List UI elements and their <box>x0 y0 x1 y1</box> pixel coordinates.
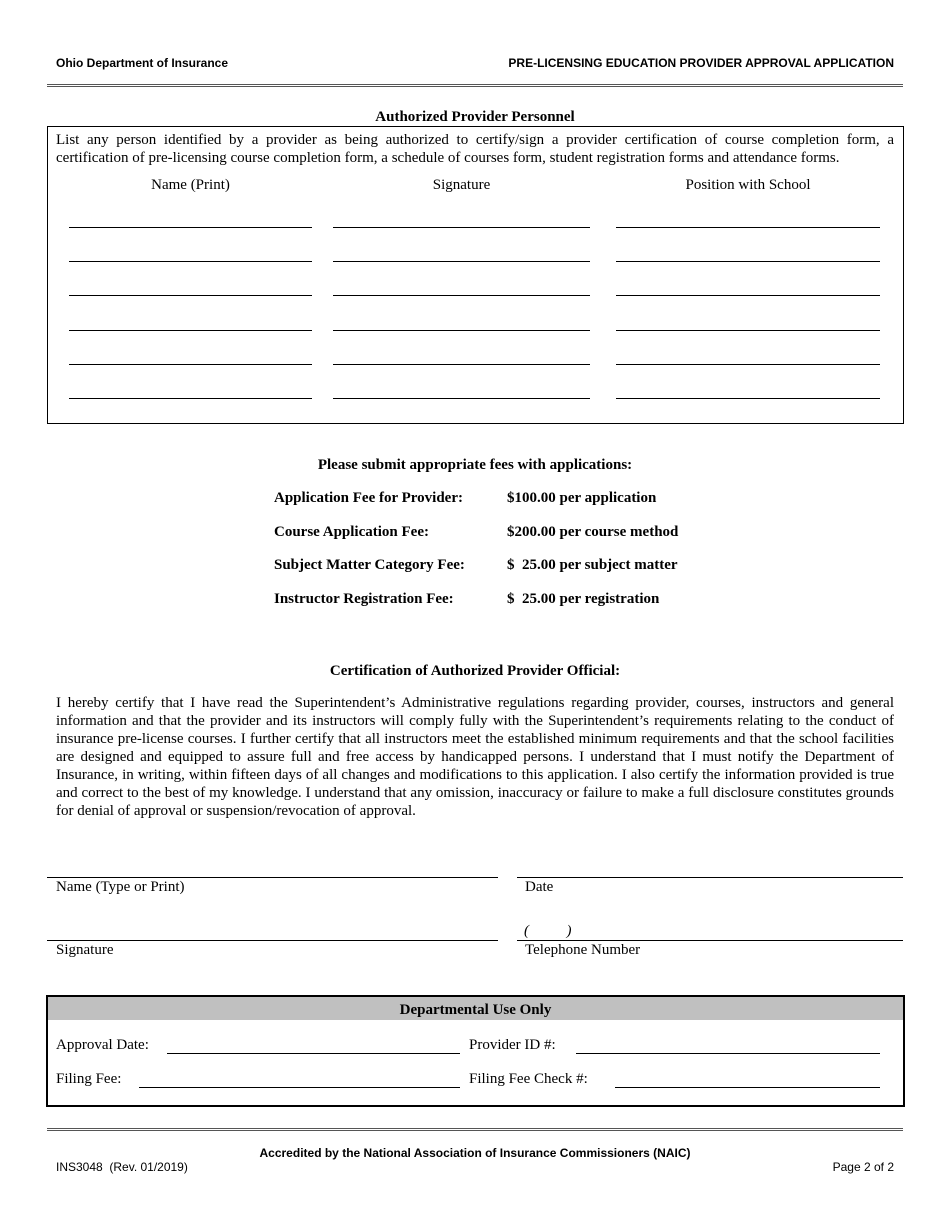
certification-heading: Certification of Authorized Provider Official: <box>329 663 621 679</box>
filing-fee-line[interactable] <box>139 1087 460 1088</box>
fee-value: $200.00 per course method <box>507 524 679 540</box>
fee-label: Application Fee for Provider: <box>274 490 463 506</box>
telephone-line[interactable] <box>517 940 903 941</box>
personnel-signature-line[interactable] <box>333 330 590 331</box>
certification-text: I hereby certify that I have read the Superintendent’s Administrative regulations regarding provider, courses, instructors and general information and that the provider and its instructors will comply fully with the Superintendent’s requirements relating to the conduct of insurance pre-license courses. I further certify that all instructors meet the established minimum requirements and that the school facilities are designed and equipped to assure full and free access by handicapped persons. I understand that I must notify the Department of Insurance, in writing, within fifteen days of all changes and modifications to this application. I also certify the information provided is true and correct to the best of my knowledge. I understand that any omission, inaccuracy or failure to make a full disclosure constitutes grounds for denial of approval or suspension/revocation of approval. <box>56 695 894 819</box>
footer-accreditation: Accredited by the National Association of Insurance Commissioners (NAIC) <box>259 1146 691 1160</box>
footer-page-number: Page 2 of 2 <box>832 1160 894 1174</box>
personnel-signature-line[interactable] <box>333 261 590 262</box>
personnel-position-line[interactable] <box>616 330 880 331</box>
personnel-signature-line[interactable] <box>333 295 590 296</box>
personnel-signature-line[interactable] <box>333 398 590 399</box>
signature-line[interactable] <box>47 940 498 941</box>
footer-form-number: INS3048 (Rev. 01/2019) <box>56 1160 188 1174</box>
fee-value: $ 25.00 per subject matter <box>507 557 678 573</box>
personnel-name-line[interactable] <box>69 398 312 399</box>
personnel-position-line[interactable] <box>616 261 880 262</box>
signature-label: Signature <box>56 942 114 958</box>
provider-id-line[interactable] <box>576 1053 880 1054</box>
fees-heading: Please submit appropriate fees with applications: <box>317 457 633 473</box>
fee-label: Instructor Registration Fee: <box>274 591 454 607</box>
fee-value: $100.00 per application <box>507 490 657 506</box>
personnel-title: Authorized Provider Personnel <box>375 109 575 125</box>
personnel-position-line[interactable] <box>616 364 880 365</box>
telephone-label: Telephone Number <box>525 942 641 958</box>
name-label: Name (Type or Print) <box>56 879 185 895</box>
personnel-box <box>47 126 904 424</box>
personnel-position-line[interactable] <box>616 295 880 296</box>
fee-label: Course Application Fee: <box>274 524 429 540</box>
column-name-print: Name (Print) <box>151 177 230 193</box>
header-divider <box>47 84 903 87</box>
personnel-position-line[interactable] <box>616 227 880 228</box>
header-agency: Ohio Department of Insurance <box>56 56 229 70</box>
personnel-name-line[interactable] <box>69 295 312 296</box>
fee-value: $ 25.00 per registration <box>507 591 660 607</box>
column-position: Position with School <box>685 177 811 193</box>
filing-fee-label: Filing Fee: <box>56 1071 122 1087</box>
personnel-signature-line[interactable] <box>333 364 590 365</box>
fee-label: Subject Matter Category Fee: <box>274 557 465 573</box>
provider-id-label: Provider ID #: <box>469 1037 556 1053</box>
personnel-name-line[interactable] <box>69 330 312 331</box>
personnel-name-line[interactable] <box>69 227 312 228</box>
name-line[interactable] <box>47 877 498 878</box>
personnel-name-line[interactable] <box>69 364 312 365</box>
filing-fee-check-line[interactable] <box>615 1087 880 1088</box>
date-line[interactable] <box>517 877 903 878</box>
phone-area-code: ( ) <box>524 923 572 939</box>
personnel-description: List any person identified by a provider as being authorized to certify/sign a provider certification of course completion form, a certification of pre-licensing course completion form, a schedule of courses form, student registration forms and attendance forms. <box>56 132 894 166</box>
filing-fee-check-label: Filing Fee Check #: <box>469 1071 588 1087</box>
departmental-title: Departmental Use Only <box>48 997 903 1020</box>
personnel-position-line[interactable] <box>616 398 880 399</box>
personnel-signature-line[interactable] <box>333 227 590 228</box>
approval-date-label: Approval Date: <box>56 1037 149 1053</box>
footer-divider <box>47 1128 903 1131</box>
header-form-title: PRE-LICENSING EDUCATION PROVIDER APPROVAL APPLICATION <box>508 56 894 70</box>
date-label: Date <box>525 879 554 895</box>
personnel-name-line[interactable] <box>69 261 312 262</box>
column-signature: Signature <box>432 177 491 193</box>
approval-date-line[interactable] <box>167 1053 460 1054</box>
